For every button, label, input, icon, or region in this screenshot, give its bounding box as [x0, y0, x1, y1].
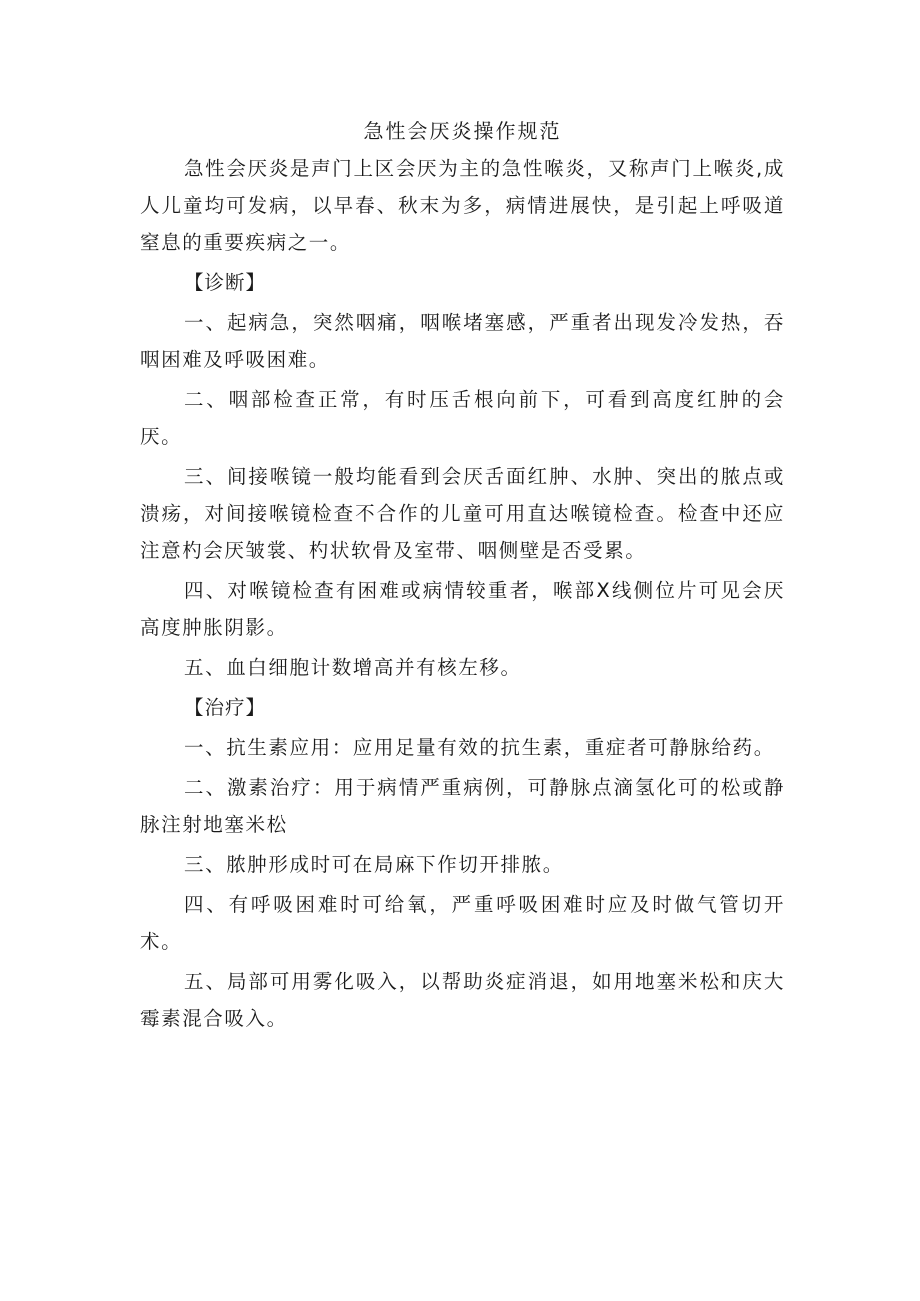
- treatment-item-3: 三、脓肿形成时可在局麻下作切开排脓。: [184, 853, 564, 876]
- diagnosis-item-5: 五、血白细胞计数增高并有核左移。: [184, 656, 522, 679]
- document-page: [140, 112, 785, 1040]
- treatment-item-1: 一、抗生素应用：应用足量有效的抗生素，重症者可静脉给药。: [184, 736, 775, 759]
- treatment-item-4: 四、有呼吸困难时可给氧，严重呼吸困难时应及时做气管切开术。: [140, 893, 785, 953]
- diagnosis-item-1: 一、起病急，突然咽痛，咽喉堵塞感，严重者出现发冷发热，吞咽困难及呼吸困难。: [140, 311, 785, 371]
- document-title: 急性会厌炎操作规范: [363, 119, 562, 143]
- treatment-heading: 【治疗】: [184, 696, 267, 719]
- diagnosis-item-2: 二、咽部检查正常，有时压舌根向前下，可看到高度红肿的会厌。: [140, 388, 785, 448]
- treatment-item-5: 五、局部可用雾化吸入，以帮助炎症消退，如用地塞米松和庆大霉素混合吸入。: [140, 970, 785, 1030]
- intro-paragraph: 急性会厌炎是声门上区会厌为主的急性喉炎，又称声门上喉炎,成人儿童均可发病，以早春、秋末为多，病情进展快，是引起上呼吸道窒息的重要疾病之一。: [140, 157, 785, 254]
- diagnosis-item-4: 四、对喉镜检查有困难或病情较重者，喉部X线侧位片可见会厌高度肿胀阴影。: [140, 579, 785, 639]
- treatment-item-2: 二、激素治疗：用于病情严重病例，可静脉点滴氢化可的松或静脉注射地塞米松: [140, 776, 785, 836]
- diagnosis-item-3: 三、间接喉镜一般均能看到会厌舌面红肿、水肿、突出的脓点或溃疡，对间接喉镜检查不合作的儿童可用直达喉镜检查。检查中还应注意杓会厌皱裳、杓状软骨及室带、咽侧壁是否受累。: [140, 465, 785, 562]
- diagnosis-heading: 【诊断】: [184, 271, 267, 294]
